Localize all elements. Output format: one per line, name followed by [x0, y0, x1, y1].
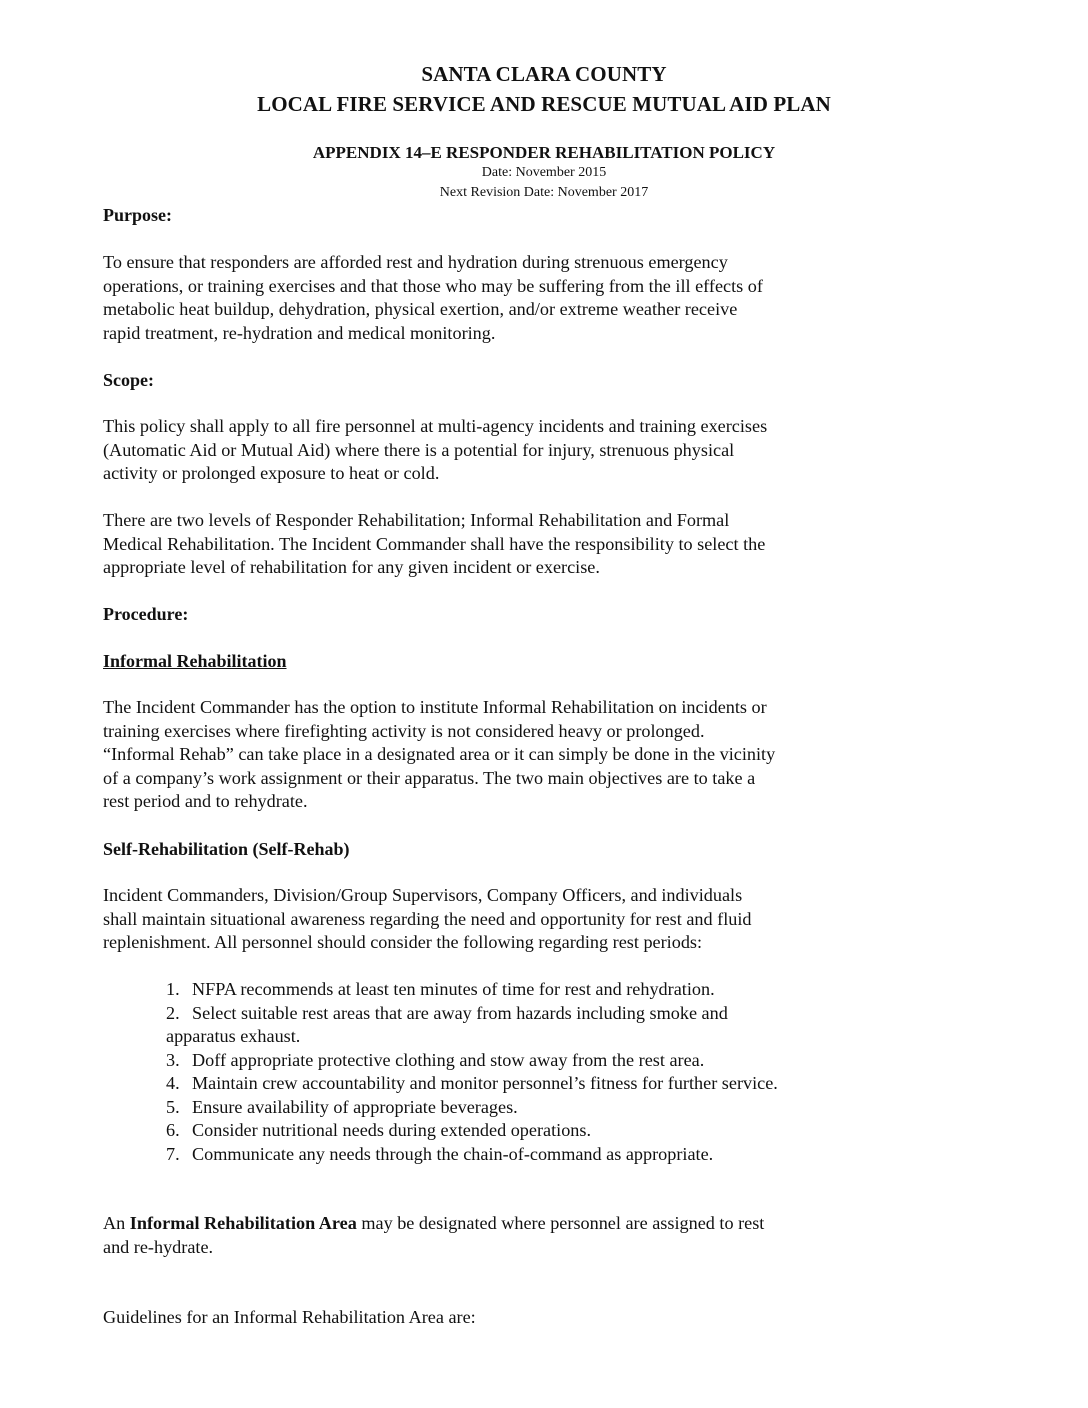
document-title-line2: LOCAL FIRE SERVICE AND RESCUE MUTUAL AID PLAN — [257, 92, 831, 116]
informal-area-line: An Informal Rehabilitation Area may be designated where personnel are assigned to rest — [103, 1213, 765, 1233]
purpose-paragraph — [103, 251, 973, 345]
list-item: 7. Communicate any needs through the chain-of-command as appropriate. — [166, 1143, 714, 1164]
scope-paragraph-1 — [103, 415, 973, 486]
informal-rehab-line: The Incident Commander has the option to institute Informal Rehabilitation on incidents or — [103, 697, 767, 717]
list-item: 4. Maintain crew accountability and monitor personnel’s fitness for further service. — [166, 1073, 778, 1093]
self-rehab-line: shall maintain situational awareness regarding the need and opportunity for rest and fluid — [103, 908, 752, 929]
informal-rehab-heading: Informal Rehabilitation — [103, 651, 287, 671]
scope-paragraph-2 — [103, 509, 973, 580]
list-item-continuation: apparatus exhaust. — [166, 1026, 301, 1046]
list-item: 6. Consider nutritional needs during extended operations. — [166, 1120, 592, 1140]
scope-line: Medical Rehabilitation. The Incident Commander shall have the responsibility to select the — [103, 533, 766, 554]
list-item: 1. NFPA recommends at least ten minutes of time for rest and rehydration. — [166, 979, 715, 999]
informal-area-line: and re-hydrate. — [103, 1236, 214, 1257]
scope-line: There are two levels of Responder Rehabilitation; Informal Rehabilitation and Formal — [103, 510, 730, 530]
informal-rehab-line: “Informal Rehab” can take place in a designated area or it can simply be done in the vicinity — [103, 744, 776, 764]
scope-line: appropriate level of rehabilitation for any given incident or exercise. — [103, 557, 600, 577]
informal-area-term: Informal Rehabilitation Area — [129, 1213, 357, 1233]
self-rehab-paragraph — [103, 884, 973, 955]
purpose-line: rapid treatment, re-hydration and medical monitoring. — [103, 322, 496, 343]
scope-line: This policy shall apply to all fire personnel at multi-agency incidents and training exercises — [103, 416, 768, 436]
purpose-line: To ensure that responders are afforded rest and hydration during strenuous emergency — [103, 252, 728, 272]
self-rehab-line: Incident Commanders, Division/Group Supervisors, Company Officers, and individuals — [103, 885, 743, 905]
rest-period-list — [166, 978, 966, 1166]
purpose-heading: Purpose: — [103, 205, 172, 225]
self-rehab-heading: Self-Rehabilitation (Self-Rehab) — [103, 839, 350, 859]
informal-rehab-line: training exercises where firefighting activity is not considered heavy or prolonged. — [103, 720, 705, 741]
guidelines-intro: Guidelines for an Informal Rehabilitation Area are: — [103, 1307, 476, 1327]
informal-area-paragraph — [103, 1212, 973, 1259]
document-title-line1: SANTA CLARA COUNTY — [421, 62, 667, 86]
informal-rehab-line: of a company’s work assignment or their apparatus. The two main objectives are to take a — [103, 767, 756, 788]
list-item: 2. Select suitable rest areas that are away from hazards including smoke and — [166, 1002, 728, 1023]
purpose-line: metabolic heat buildup, dehydration, physical exertion, and/or extreme weather receive — [103, 299, 738, 319]
procedure-heading: Procedure: — [103, 604, 189, 624]
self-rehab-line: replenishment. All personnel should consider the following regarding rest periods: — [103, 932, 703, 952]
list-item: 3. Doff appropriate protective clothing and stow away from the rest area. — [166, 1049, 705, 1070]
scope-line: activity or prolonged exposure to heat or cold. — [103, 463, 440, 483]
list-item: 5. Ensure availability of appropriate beverages. — [166, 1096, 518, 1117]
document-date: Date: November 2015 — [481, 165, 607, 180]
informal-rehab-line: rest period and to rehydrate. — [103, 791, 308, 811]
purpose-line: operations, or training exercises and that those who may be suffering from the ill effects of — [103, 275, 763, 296]
scope-line: (Automatic Aid or Mutual Aid) where there is a potential for injury, strenuous physical — [103, 439, 735, 460]
scope-heading: Scope: — [103, 370, 154, 390]
appendix-title: APPENDIX 14–E RESPONDER REHABILITATION POLICY — [312, 143, 776, 162]
next-revision-date: Next Revision Date: November 2017 — [439, 185, 649, 200]
informal-rehab-paragraph — [103, 696, 973, 814]
